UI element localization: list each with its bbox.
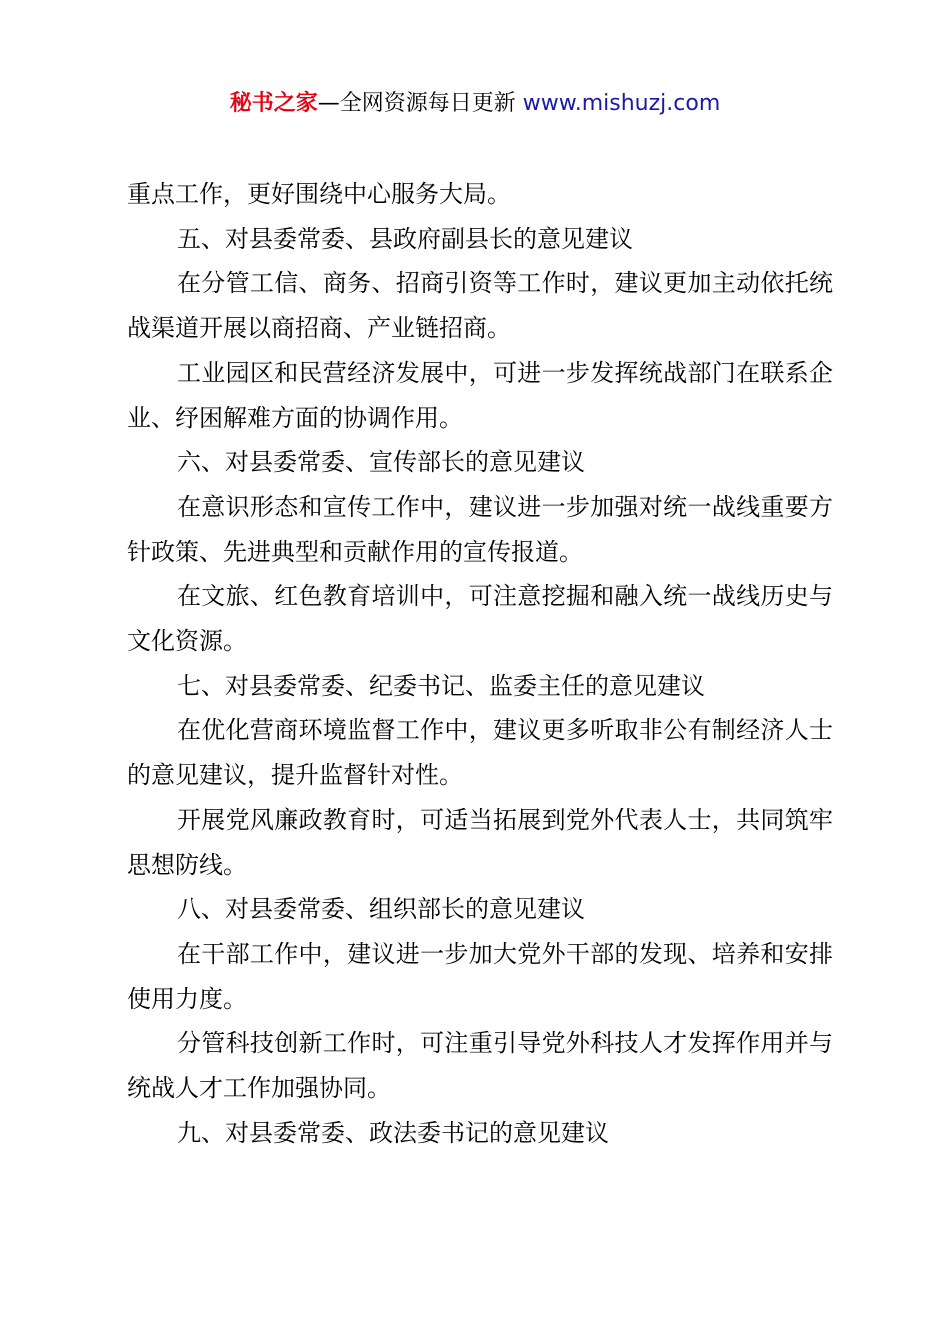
section-heading-5: 五、对县委常委、县政府副县长的意见建议 [177, 224, 633, 253]
paragraph-8: 在干部工作中，建议进一步加大党外干部的发现、培养和安排使用力度。 [127, 939, 833, 1013]
paragraph-9: 分管科技创新工作时，可注重引导党外科技人才发挥作用并与统战人才工作加强协同。 [127, 1029, 833, 1103]
page-header [0, 88, 950, 120]
paragraph-3: 工业园区和民营经济发展中，可进一步发挥统战部门在联系企业、纾困解难方面的协调作用。 [127, 358, 833, 432]
section-heading-7: 七、对县委常委、纪委书记、监委主任的意见建议 [177, 671, 705, 700]
site-url-link[interactable]: www.mishuzj.com [522, 91, 721, 116]
brand-name: 秘书之家 [229, 91, 318, 116]
paragraph-2: 在分管工信、商务、招商引资等工作时，建议更加主动依托统战渠道开展以商招商、产业链招商。 [127, 269, 833, 343]
paragraph-4: 在意识形态和宣传工作中，建议进一步加强对统一战线重要方针政策、先进典型和贡献作用的宣传报道。 [127, 492, 833, 566]
section-heading-6: 六、对县委常委、宣传部长的意见建议 [177, 448, 585, 477]
section-heading-9: 九、对县委常委、政法委书记的意见建议 [177, 1118, 609, 1147]
paragraph-1: 重点工作，更好围绕中心服务大局。 [127, 180, 511, 208]
paragraph-6: 在优化营商环境监督工作中，建议更多听取非公有制经济人士的意见建议，提升监督针对性。 [127, 716, 833, 790]
document-body [127, 172, 833, 1155]
section-heading-8: 八、对县委常委、组织部长的意见建议 [177, 895, 585, 924]
paragraph-7: 开展党风廉政教育时，可适当拓展到党外代表人士，共同筑牢思想防线。 [127, 805, 833, 879]
header-slogan: —全网资源每日更新 [317, 91, 523, 116]
paragraph-5: 在文旅、红色教育培训中，可注意挖掘和融入统一战线历史与文化资源。 [127, 582, 833, 656]
